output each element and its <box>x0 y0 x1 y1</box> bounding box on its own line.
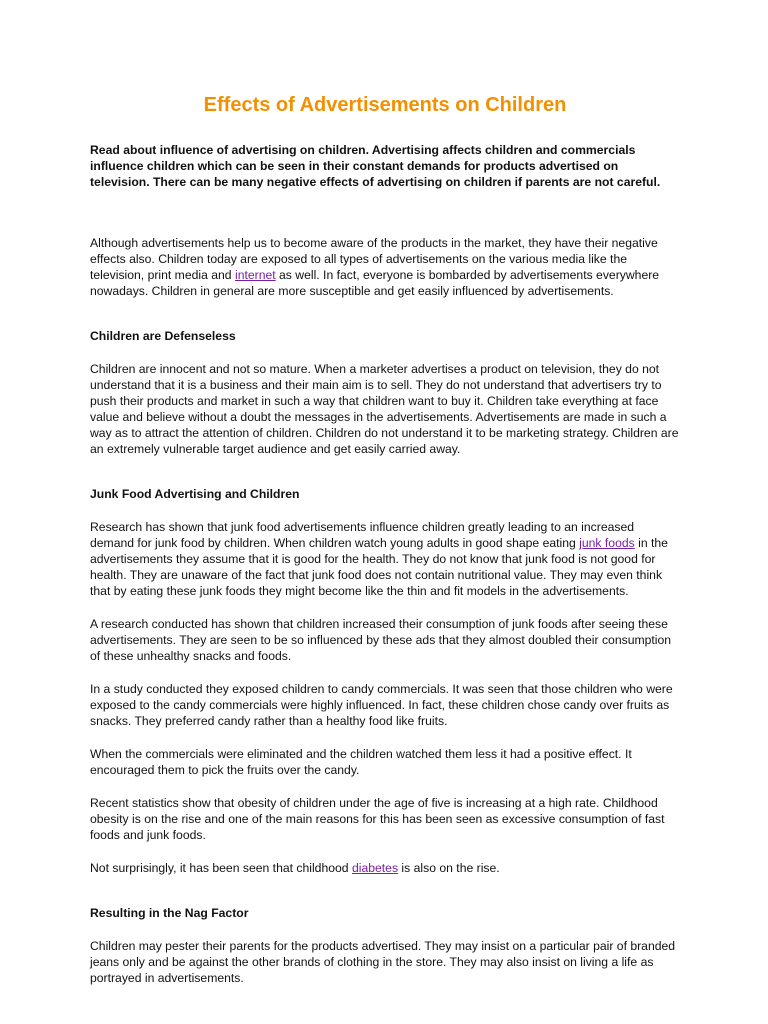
diabetes-link[interactable]: diabetes <box>351 861 399 875</box>
junk-food-text-start: Research has shown that junk food advertisements influence children greatly leading to an increased demand for junk food by children. When children watch young adults in good shape eating <box>90 520 635 550</box>
junk-food-paragraph-4: When the commercials were eliminated and the children watched them less it had a positive effect. It encouraged them to pick the fruits over the candy. <box>90 747 632 777</box>
junk-food-text-end: in the advertisements they assume that it is good for the health. They do not know that junk food is not good for health. They are unaware of the fact that junk food does not contain nutritional value. They may even think that by eating these junk foods they might become like the thin and fit models in the advertisements. <box>90 536 668 598</box>
junk-food-paragraph-2: A research conducted has shown that children increased their consumption of junk foods after seeing these advertisements. They are seen to be so influenced by these ads that they almost doubled their consumption of these unhealthy snacks and foods. <box>90 617 672 663</box>
section-heading-nag-factor: Resulting in the Nag Factor <box>90 906 249 920</box>
junk-food-paragraph-1 <box>90 519 680 599</box>
intro-text-start: Although advertisements help us to become aware of the products in the market, they have their negative effects also. Children today are exposed to all types of advertisements on the various media like the television, print media and <box>90 236 658 282</box>
document-page <box>90 90 680 1003</box>
junk-food-paragraph-5: Recent statistics show that obesity of children under the age of five is increasing at a high rate. Childhood obesity is on the rise and one of the main reasons for this has been seen as excessive consumption of fast foods and junk foods. <box>90 796 665 842</box>
internet-link[interactable]: internet <box>234 268 276 282</box>
lead-summary: Read about influence of advertising on children. Advertising affects children and commercials influence children which can be seen in their constant demands for products advertised on television. There can be many negative effects of advertising on children if parents are not careful. <box>90 143 661 189</box>
intro-text-end: as well. In fact, everyone is bombarded by advertisements everywhere nowadays. Children in general are more susceptible and get easily influenced by advertisements. <box>90 268 660 298</box>
junk-food-paragraph-3: In a study conducted they exposed children to candy commercials. It was seen that those children who were exposed to the candy commercials were highly influenced. In fact, these children chose candy over fruits as snacks. They preferred candy rather than a healthy food like fruits. <box>90 682 673 728</box>
section-heading-junk-food: Junk Food Advertising and Children <box>90 487 300 501</box>
diabetes-text-start: Not surprisingly, it has been seen that childhood <box>90 861 352 875</box>
defenseless-paragraph: Children are innocent and not so mature. When a marketer advertises a product on television, they do not understand that it is a business and their main aim is to sell. They do not understand that advertisers try to push their products and market in such a way that children want to buy it. Children take everything at face value and believe without a doubt the messages in the advertisements. Advertisements are made in such a way as to attract the attention of children. Children do not understand it to be marketing strategy. Children are an extremely vulnerable target audience and get easily carried away. <box>90 362 679 456</box>
intro-paragraph <box>90 235 680 299</box>
junk-food-paragraph-6 <box>90 860 680 876</box>
nag-factor-paragraph: Children may pester their parents for the products advertised. They may insist on a particular pair of branded jeans only and be against the other brands of clothing in the store. They may also insist on living a life as portrayed in advertisements. <box>90 939 676 985</box>
section-heading-defenseless: Children are Defenseless <box>90 329 236 343</box>
page-title: Effects of Advertisements on Children <box>203 94 567 116</box>
junk-foods-link[interactable]: junk foods <box>579 536 635 550</box>
diabetes-text-end: is also on the rise. <box>398 861 500 875</box>
